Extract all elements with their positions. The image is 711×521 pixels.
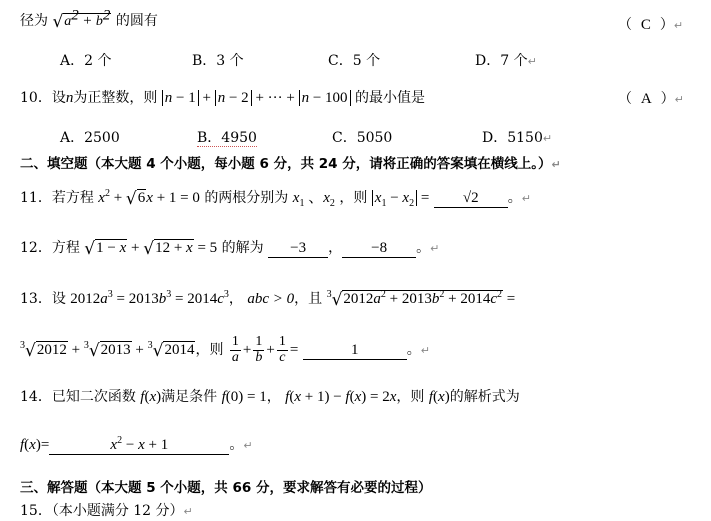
q12-equation: √1 − x + √12 + x = 5 [84, 239, 218, 259]
q13-equality: $2012a^3 = 2013b^3 = 2014c^3$ [70, 289, 229, 307]
q9-suffix: 的圆有 [115, 13, 158, 29]
q10-expression: n − 1 + n − 2 + ··· + n − 100 [162, 90, 351, 106]
q13-answer-blank: 1 [303, 342, 407, 360]
q11-answer-blank: √2 [434, 190, 508, 208]
q11-equation: $x^2 + √6x + 1 = 0$ [98, 188, 200, 209]
section-3-title: 三、解答题（本大题 5 个小题，共 66 分，要求解答有必要的过程） [20, 480, 432, 496]
q13-cube-root-sum: $^3√2012a^2 + 2013b^2 + 2014c^2$ = [326, 289, 516, 310]
q13-line-2: $^3$√2012 + $^3$√2013 + $^3$√2014，则 $\frac{1}{a}$ + $\frac{1}{b}$ + $\frac{1}{c}$ = 1 。↵ [20, 334, 430, 365]
q12-line: 12．方程 √1 − x + √12 + x = 5 的解为 −3 ， −8 。↵ [20, 239, 440, 259]
q14-line-1: 14．已知二次函数 f(x)满足条件 f(0) = 1， f(x + 1) − f(x) = 2x，则 f(x)的解析式为 [20, 389, 520, 405]
q9-prefix: 径为 [20, 13, 48, 29]
q10-answer: A [640, 91, 652, 107]
q9-answer-bracket: （ C ）↵ [618, 17, 684, 33]
q14-line-2: $f(x)= x^2 - x + 1$ 。↵ [20, 435, 253, 453]
q11-roots: $x_1$ 、$x_2$ [292, 190, 335, 209]
q12-answer-2: −8 [342, 240, 416, 258]
q9-option-a: A．2 个 [60, 53, 112, 69]
q9-answer: C [640, 17, 651, 33]
q9-sqrt: $√a^2 + b^2$ [52, 7, 111, 32]
q11-line: 11．若方程 $x^2 + √6x + 1 = 0$ 的两根分别为 $x_1$ 、$x_2$ ，则 $x_1 - x_2 = √2$ 。↵ [20, 188, 531, 209]
q12-answer-1: −3 [268, 240, 328, 258]
q14-answer-blank: $x^2 - x + 1$ [49, 437, 229, 455]
q9-option-c: C．5 个 [328, 53, 381, 69]
q10-answer-bracket: （ A ）↵ [618, 91, 684, 107]
section-2-title: 二、填空题（本大题 4 个小题，每小题 6 分，共 24 分，请将正确的答案填在横线上。）↵ [20, 156, 561, 172]
q13-frac-b: $\frac{1}{b}$ [255, 334, 263, 365]
q9-option-d: D．7 个↵ [475, 53, 537, 69]
q10-option-a: A．2500 [60, 130, 120, 146]
q13-line-1: 13．设 $2012a^3 = 2013b^3 = 2014c^3$， abc > 0，且 $^3√2012a^2 + 2013b^2 + 2014c^2$ = [20, 289, 516, 310]
q10-line: 10．设n为正整数，则 n − 1 + n − 2 + ··· + n − 100 的最小值是 [20, 90, 426, 106]
q15-line: 15．（本小题满分 12 分）↵ [20, 503, 193, 519]
q13-cube-roots: $^3$√2012 + $^3$√2013 + $^3$√2014 [20, 340, 195, 362]
q13-frac-a: $\frac{1}{a}$ [231, 334, 239, 365]
q13-condition: abc > 0 [247, 291, 295, 307]
q10-option-b: B．4950 [197, 130, 257, 146]
q11-diff: $x_1 - x_2$ = [372, 190, 430, 206]
q9-option-b: B．3 个 [192, 53, 244, 69]
q10-option-d: D．5150↵ [482, 130, 553, 146]
q13-frac-c: $\frac{1}{c}$ [278, 334, 286, 365]
q9-line [20, 7, 158, 32]
q10-option-c: C．5050 [332, 130, 393, 146]
